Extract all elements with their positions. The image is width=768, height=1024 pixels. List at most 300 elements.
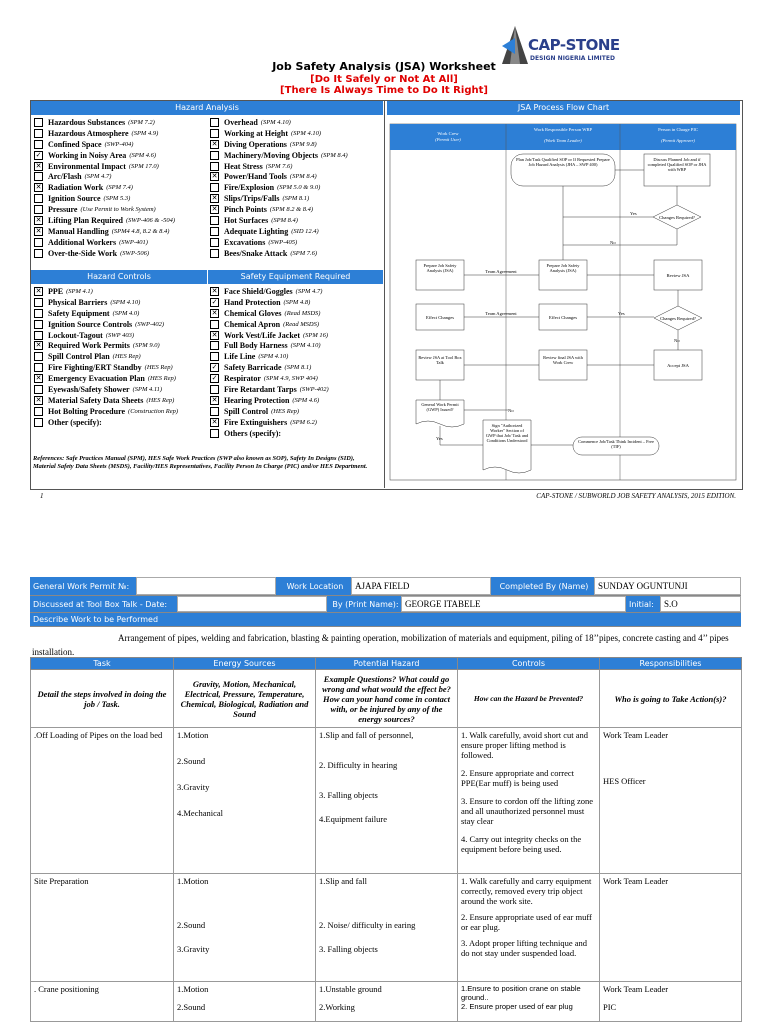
checklist-label: Safety Barricade [224, 363, 282, 373]
checklist-item [31, 319, 207, 330]
hazard-cell: 1.Unstable ground 2.Working [316, 982, 458, 1022]
checkbox[interactable] [34, 205, 43, 214]
checklist-label: Chemical Apron [224, 319, 281, 329]
checklist-label: Material Safety Data Sheets [48, 395, 144, 405]
responsibility-cell: Work Team Leader [600, 874, 742, 982]
checkbox[interactable] [210, 238, 219, 247]
checklist-reference: (SPM 8.1) [284, 364, 312, 372]
checklist-item [207, 308, 385, 319]
checklist-reference: (SPM 4.8) [283, 298, 311, 306]
checklist-label: Hot Bolting Procedure [48, 406, 126, 416]
task-cell: .Off Loading of Pipes on the load bed [31, 728, 174, 874]
col-energy: Energy Sources [174, 658, 316, 670]
by-field[interactable]: GEORGE ITABELE [401, 596, 626, 612]
checklist-reference: (SPM 7.6) [265, 162, 293, 170]
checklist-reference: (SPM4 4.8, 8.2 & 8.4) [111, 227, 170, 235]
svg-text:(Work Team Leader): (Work Team Leader) [544, 138, 582, 143]
checklist-label: Heat Stress [224, 161, 263, 171]
checklist-reference: (SPM 4.10) [258, 353, 289, 361]
col-hazard: Potential Hazard [316, 658, 458, 670]
checklist-item [31, 171, 207, 182]
checklist-label: Machinery/Moving Objects [224, 150, 318, 160]
checklist-label: Spill Control Plan [48, 352, 110, 362]
checkbox[interactable]: ✕ [211, 395, 218, 404]
hazard-controls-list [31, 286, 207, 428]
checkbox[interactable]: ✕ [35, 395, 42, 404]
checklist-label: Life Line [224, 352, 256, 362]
checklist-item [207, 373, 385, 384]
checklist-reference: (SPM 4.10) [291, 129, 321, 137]
checklist-item [207, 193, 385, 204]
checklist-label: Chemical Gloves [224, 308, 282, 318]
flow-discuss: Discuss Planned Job and if completed Qualified SOP or JHA with WRP [647, 157, 707, 172]
svg-text:No: No [508, 408, 514, 413]
svg-text:Yes: Yes [436, 436, 443, 441]
checklist-item [31, 384, 207, 395]
checklist-reference: (SID 12.4) [291, 227, 319, 235]
checklist-label: Respirator [224, 374, 261, 384]
discussed-label: Discussed at Tool Box Talk - Date: [30, 596, 177, 612]
checkbox[interactable] [210, 129, 219, 138]
subheader-energy: Gravity, Motion, Mechanical, Electrical, Pressure, Temperature, Chemical, Biological, Radiation and Sound [174, 670, 316, 728]
table-row [31, 874, 742, 982]
discussed-field[interactable] [177, 596, 327, 612]
checkbox[interactable]: ✕ [35, 183, 42, 192]
checkbox[interactable] [210, 151, 219, 160]
checklist-label: Work Vest/Life Jacket [224, 330, 300, 340]
checklist-label: Others (specify): [224, 428, 282, 438]
checklist-reference: (SPM 8.2 & 8.4) [269, 206, 314, 214]
checkbox[interactable]: ✓ [211, 297, 218, 306]
checklist-label: Working at Height [224, 128, 289, 138]
checklist-label: Other (specify): [48, 417, 102, 427]
task-cell: . Crane positioning [31, 982, 174, 1022]
checklist-reference: (SPM 5.3) [103, 195, 131, 203]
checklist-reference: (SPM 4.10) [110, 298, 141, 306]
checklist-reference: (SPM 9.8) [289, 140, 317, 148]
checkbox[interactable]: ✕ [211, 330, 218, 339]
checklist-label: Manual Handling [48, 226, 109, 236]
checklist-reference: (SPM 4.11) [132, 385, 163, 393]
flow-review-jsa: Review JSA [666, 273, 690, 278]
checklist-item [207, 204, 385, 215]
checklist-item [207, 237, 385, 248]
checklist-item [207, 362, 385, 373]
lane-wrp: Work Responsible Person WRP [533, 127, 593, 132]
task-cell: Site Preparation [31, 874, 174, 982]
flow-prepare-crew: Prepare Job Safety Analysis (JSA) [423, 263, 457, 273]
checklist-label: Lifting Plan Required [48, 215, 123, 225]
hazard-analysis-right [207, 117, 385, 259]
svg-text:No: No [674, 338, 680, 343]
checklist-label: Adequate Lighting [224, 226, 289, 236]
flow-effect-2: Effect Changes [548, 315, 578, 320]
checklist-reference: (SWP-506) [120, 249, 149, 257]
checklist-label: Physical Barriers [48, 297, 108, 307]
checklist-reference: (SPM 4.10) [290, 342, 321, 350]
checklist-label: Over-the-Side Work [48, 248, 118, 258]
checkbox[interactable] [34, 118, 43, 127]
flow-effect-1: Effect Changes [425, 315, 455, 320]
checkbox[interactable] [210, 216, 219, 225]
checklist-item [31, 139, 207, 150]
svg-text:Yes: Yes [630, 211, 637, 216]
checklist-item [31, 237, 207, 248]
subheader-hazard: Example Questions? What could go wrong and what would the effect be? How can your hand come in contact with, or be injured by any of the energy sources? [316, 670, 458, 728]
svg-text:Yes: Yes [618, 311, 625, 316]
checkbox[interactable]: ✕ [211, 194, 218, 203]
page-number: 1 [40, 492, 44, 500]
checkbox[interactable]: ✕ [35, 161, 42, 170]
flow-review-final: Review final JSA with Work Crew [543, 355, 583, 365]
checklist-label: Safety Equipment [48, 308, 110, 318]
checklist-item [31, 351, 207, 362]
checklist-item [31, 373, 207, 384]
checklist-reference: (SWP-406 & -504) [125, 216, 176, 224]
checklist-reference: (SPM 7.6) [290, 249, 318, 257]
references-note: References: Safe Practices Manual (SPM), HES Safe Work Practices (SWP also known as SOP), Safety In Designs (SID), Material Safety Data Sheets (MSDS), Facility/HES Representatives, Facility Person In Charge (PIC) and/or HES Department. [33, 455, 368, 470]
checkbox[interactable] [210, 118, 219, 127]
col-controls: Controls [458, 658, 600, 670]
checklist-label: Arc/Flash [48, 172, 82, 182]
checklist-item [31, 286, 207, 297]
checklist-item [31, 340, 207, 351]
checklist-item [207, 128, 385, 139]
checklist-label: Hot Surfaces [224, 215, 269, 225]
checklist-reference: (Read MSDS) [283, 320, 319, 328]
checklist-label: Hand Protection [224, 297, 281, 307]
by-label: By (Print Name): [327, 596, 401, 612]
initial-field[interactable]: S.O [660, 596, 741, 612]
svg-text:Team Agreement: Team Agreement [485, 311, 517, 316]
energy-cell: 1.Motion 2.Sound 3.Gravity 4.Mechanical [174, 728, 316, 874]
checklist-item [207, 340, 385, 351]
checklist-label: Excavations [224, 237, 266, 247]
checkbox[interactable]: ✕ [35, 374, 42, 383]
checklist-label: Confined Space [48, 139, 102, 149]
table-row [31, 728, 742, 874]
checklist-label: Eyewash/Safety Shower [48, 384, 130, 394]
checklist-reference: (SPM 4.0) [112, 309, 140, 317]
svg-text:(Permit Approver): (Permit Approver) [661, 138, 695, 143]
describe-label: Describe Work to be Performed [30, 613, 741, 626]
checklist-reference: (SPM 4.6) [292, 396, 320, 404]
flow-gwp: General Work Permit (GWP) Issued? [421, 402, 459, 412]
checkbox[interactable] [34, 172, 43, 181]
company-logo-text: CAP-STONE [528, 36, 620, 54]
checklist-item [207, 297, 385, 308]
checklist-label: Spill Control [224, 406, 269, 416]
checklist-item [207, 395, 385, 406]
checklist-item [207, 226, 385, 237]
checklist-item [207, 150, 385, 161]
checkbox[interactable] [34, 129, 43, 138]
checklist-item [207, 215, 385, 226]
checklist-label: Required Work Permits [48, 341, 130, 351]
gwp-label: General Work Permit №: [30, 577, 136, 595]
checkbox[interactable] [34, 320, 43, 329]
checklist-item [207, 384, 385, 395]
checkbox[interactable] [210, 183, 219, 192]
responsibility-cell: Work Team Leader HES Officer [600, 728, 742, 874]
checklist-item [31, 248, 207, 259]
lane-pic: Person in Charge PIC [658, 127, 698, 132]
checklist-item [207, 139, 385, 150]
checklist-label: Lockout-Tagout [48, 330, 103, 340]
checkbox[interactable] [34, 238, 43, 247]
location-field[interactable]: AJAPA FIELD [351, 577, 491, 595]
flow-commence: Commence Job/Task Think Incident – Free (TIF) [578, 439, 654, 449]
checklist-item [31, 362, 207, 373]
checklist-label: Overhead [224, 117, 258, 127]
controls-cell: 1. Walk carefully, avoid short cut and ensure proper lifting method is followed. 2. Ensure appropriate and correct PPE(Ear muff) is being used 3. Ensure to cordon off the lifting zone and all unauthorized personnel must stay clear 4. Carry out integrity checks on the equipment before being used. [458, 728, 600, 874]
checklist-reference: (SPM 9.0) [132, 342, 160, 350]
checklist-reference: (HES Rep) [146, 396, 175, 404]
flow-review-tbt: Review JSA at Tool Box Talk [418, 355, 462, 365]
checklist-item [207, 286, 385, 297]
checklist-item [207, 351, 385, 362]
subheader-controls: How can the Hazard be Prevented? [458, 670, 600, 728]
checklist-item [207, 417, 385, 428]
checkbox[interactable] [34, 194, 43, 203]
checkbox[interactable]: ✕ [211, 172, 218, 181]
checkbox[interactable] [34, 352, 43, 361]
checklist-label: Diving Operations [224, 139, 287, 149]
checklist-reference: (SPM 8.4) [271, 216, 298, 224]
checkbox[interactable]: ✓ [35, 150, 42, 159]
checkbox[interactable] [210, 341, 219, 350]
checklist-item [31, 117, 207, 128]
checklist-label: Hazardous Atmosphere [48, 128, 129, 138]
checklist-item [207, 117, 385, 128]
checklist-reference: (SPM 4.6) [129, 151, 157, 159]
permit-details [30, 577, 741, 1022]
checklist-reference: (SPM 6.2) [290, 418, 317, 426]
checklist-reference: (SPM 4.10) [260, 118, 291, 126]
flow-accept: Accept JSA [667, 363, 689, 368]
checklist-item [31, 161, 207, 172]
safety-equipment-header: Safety Equipment Required [208, 270, 383, 284]
checkbox[interactable] [34, 140, 43, 149]
checklist-item [31, 330, 207, 341]
checklist-item [207, 161, 385, 172]
checklist-item [31, 182, 207, 193]
controls-cell: 1. Walk carefully and carry equipment correctly, removed every trip object around the work site. 2. Ensure appropriate used of ear muff or ear plug. 3. Adopt proper lifting technique and do not stay under suspended load. [458, 874, 600, 982]
checklist-label: Radiation Work [48, 183, 104, 193]
checklist-item [31, 417, 207, 428]
checklist-item [31, 406, 207, 417]
checkbox[interactable] [210, 385, 219, 394]
checklist-reference: (HES Rep) [112, 353, 141, 361]
checkbox[interactable] [34, 407, 43, 416]
worksheet-title: Job Safety Analysis (JSA) Worksheet [272, 60, 496, 73]
checklist-label: Bees/Snake Attack [224, 248, 288, 258]
checklist-reference: (SWP 403) [105, 331, 135, 339]
checkbox[interactable]: ✕ [211, 308, 218, 317]
checkbox[interactable] [34, 385, 43, 394]
checklist-reference: (Use Permit to Work System) [80, 206, 156, 214]
checklist-label: Fire Extinguishers [224, 417, 288, 427]
checkbox[interactable] [34, 249, 43, 258]
work-description: Arrangement of pipes, welding and fabrication, blasting & painting operation, mobilization of materials and equipment, piling of 18’’pipes, concrete casting and 4’’ pipes installation. [32, 633, 729, 657]
energy-cell: 1.Motion 2.Sound [174, 982, 316, 1022]
checkbox[interactable] [210, 429, 219, 438]
checklist-reference: (SPM 4.7) [84, 173, 112, 181]
checklist-reference: (SPM 8.1) [282, 195, 310, 203]
checklist-label: Fire/Explosion [224, 183, 275, 193]
checkbox[interactable]: ✕ [35, 215, 42, 224]
checklist-item [207, 406, 385, 417]
checklist-item [31, 204, 207, 215]
jsa-flowchart [388, 120, 738, 485]
flow-changes-2: Changes Required? [660, 316, 696, 321]
checklist-label: Face Shield/Goggles [224, 286, 293, 296]
checklist-reference: (SPM 4.9, SWP 404) [263, 375, 318, 383]
checkbox[interactable] [34, 298, 43, 307]
hazard-controls-header: Hazard Controls [31, 270, 207, 284]
checklist-reference: (SPM 7.2) [128, 118, 155, 126]
energy-cell: 1.Motion 2.Sound 3.Gravity [174, 874, 316, 982]
checkbox[interactable]: ✕ [35, 286, 42, 295]
checklist-item [207, 171, 385, 182]
flow-prepare-wrp: Prepare Job Safety Analysis (JSA) [546, 263, 580, 273]
checklist-reference: (SWP-404) [104, 140, 134, 148]
checkbox[interactable] [34, 418, 43, 427]
checklist-reference: (Construction Rep) [128, 407, 179, 415]
checkbox[interactable] [210, 352, 219, 361]
hazard-analysis-header: Hazard Analysis [31, 101, 383, 115]
checklist-reference: (SPM 4.7) [295, 287, 323, 295]
checklist-reference: (SWP-405) [268, 238, 298, 246]
edition-footer: CAP-STONE / SUBWORLD JOB SAFETY ANALYSIS, 2015 EDITION. [536, 492, 736, 500]
checkbox[interactable] [210, 227, 219, 236]
motto-2: [There Is Always Time to Do It Right] [280, 85, 488, 96]
checkbox[interactable]: ✕ [35, 341, 42, 350]
checklist-reference: (SPM 8.4) [289, 173, 317, 181]
checklist-label: Additional Workers [48, 237, 117, 247]
jsa-task-table [30, 657, 742, 1022]
checklist-item [31, 226, 207, 237]
checklist-reference: (SPM 7.4) [106, 184, 133, 192]
checklist-reference: (SPM 16) [303, 331, 329, 339]
svg-text:(Permit User): (Permit User) [435, 137, 461, 142]
hazard-cell: 1.Slip and fall of personnel, 2. Difficulty in hearing 3. Falling objects 4.Equipment failure [316, 728, 458, 874]
checklist-label: Pressure [48, 205, 78, 215]
checklist-reference: (SPM 5.0 & 9.0) [277, 184, 321, 192]
checklist-reference: (SWP-401) [119, 238, 148, 246]
hazard-analysis-left [31, 117, 207, 259]
checklist-label: Power/Hand Tools [224, 172, 287, 182]
hazard-cell: 1.Slip and fall 2. Noise/ difficulty in earing 3. Falling objects [316, 874, 458, 982]
checklist-item [31, 193, 207, 204]
safety-equipment-list [207, 286, 385, 438]
checklist-item [31, 128, 207, 139]
checkbox[interactable] [34, 331, 43, 340]
checklist-reference: (SPM 4.1) [66, 287, 93, 295]
checkbox[interactable]: ✕ [211, 205, 218, 214]
checklist-label: Slips/Trips/Falls [224, 194, 280, 204]
flow-sign: Sign "Authorized Worker" Section of GWP that Job/ Task and Conditions Understood [485, 423, 529, 443]
checkbox[interactable] [210, 162, 219, 171]
checkbox[interactable]: ✓ [211, 374, 218, 383]
checklist-reference: (SPM 17.0) [128, 162, 159, 170]
checkbox[interactable]: ✕ [211, 286, 218, 295]
flow-plan: Plan Job/Task Qualified SOP or If Requested Prepare Job Hazard Analysis (JHA – SWP 400) [516, 157, 610, 167]
checkbox[interactable] [210, 407, 219, 416]
col-task: Task [31, 658, 174, 670]
checklist-item [31, 308, 207, 319]
svg-text:Team Agreement: Team Agreement [485, 269, 517, 274]
checklist-label: Environmental Impact [48, 161, 126, 171]
checklist-reference: (Read MSDS) [284, 309, 321, 317]
checkbox[interactable] [34, 309, 43, 318]
checklist-item [207, 319, 385, 330]
checklist-label: PPE [48, 286, 64, 296]
checkbox[interactable] [210, 249, 219, 258]
col-responsibilities: Responsibilities [600, 658, 742, 670]
svg-text:No: No [610, 240, 616, 245]
checklist-item [207, 248, 385, 259]
checklist-label: Fire Retardant Tarps [224, 384, 297, 394]
checkbox[interactable]: ✕ [211, 417, 218, 426]
checklist-label: Ignition Source Controls [48, 319, 133, 329]
checklist-reference: (SPM 8.4) [320, 151, 348, 159]
checklist-label: Hazardous Substances [48, 117, 126, 127]
checklist-reference: (SWP-402) [135, 320, 165, 328]
subheader-task: Detail the steps involved in doing the job / Task. [31, 670, 174, 728]
checklist-item [207, 182, 385, 193]
checklist-label: Full Body Harness [224, 341, 288, 351]
checklist-label: Working in Noisy Area [48, 150, 127, 160]
checklist-reference: (SWP-402) [299, 385, 329, 393]
checkbox[interactable]: ✓ [211, 363, 218, 372]
checklist-item [31, 395, 207, 406]
checklist-reference: (SPM 4.9) [131, 129, 159, 137]
location-label: Work Location [276, 577, 351, 595]
checklist-item [207, 428, 385, 439]
company-logo-subtext: DESIGN NIGERIA LIMITED [530, 55, 615, 62]
lane-work-crew: Work Crew [437, 131, 459, 136]
capstone-logo-icon [500, 24, 530, 68]
completed-by-field[interactable]: SUNDAY OGUNTUNJI [594, 577, 741, 595]
subheader-responsibilities: Who is going to Take Action(s)? [600, 670, 742, 728]
responsibility-cell: Work Team Leader PIC [600, 982, 742, 1022]
checkbox[interactable]: ✕ [211, 139, 218, 148]
motto-1: [Do It Safely or Not At All] [310, 74, 458, 85]
completed-by-label: Completed By (Name) [491, 577, 594, 595]
checkbox[interactable] [210, 320, 219, 329]
gwp-number-field[interactable] [136, 577, 276, 595]
checklist-label: Emergency Evacuation Plan [48, 374, 145, 384]
controls-cell: 1.Ensure to position crane on stable ground.. 2. Ensure proper used of ear plug [458, 982, 600, 1022]
flow-changes-1: Changes Required? [659, 215, 695, 220]
checklist-reference: (HES Rep) [147, 375, 176, 383]
table-row [31, 982, 742, 1022]
checklist-label: Fire Fighting/ERT Standby [48, 363, 142, 373]
checklist-item [207, 330, 385, 341]
checklist-label: Hearing Protection [224, 395, 290, 405]
initial-label: Initial: [626, 596, 660, 612]
checklist-reference: (HES Rep) [271, 407, 300, 415]
checkbox[interactable] [34, 363, 43, 372]
checklist-item [31, 150, 207, 161]
flowchart-header: JSA Process Flow Chart [387, 101, 740, 115]
checklist-reference: (HES Rep) [144, 364, 173, 372]
checkbox[interactable]: ✕ [35, 226, 42, 235]
checklist-label: Ignition Source [48, 194, 101, 204]
checklist-item [31, 215, 207, 226]
checklist-label: Pinch Points [224, 205, 267, 215]
